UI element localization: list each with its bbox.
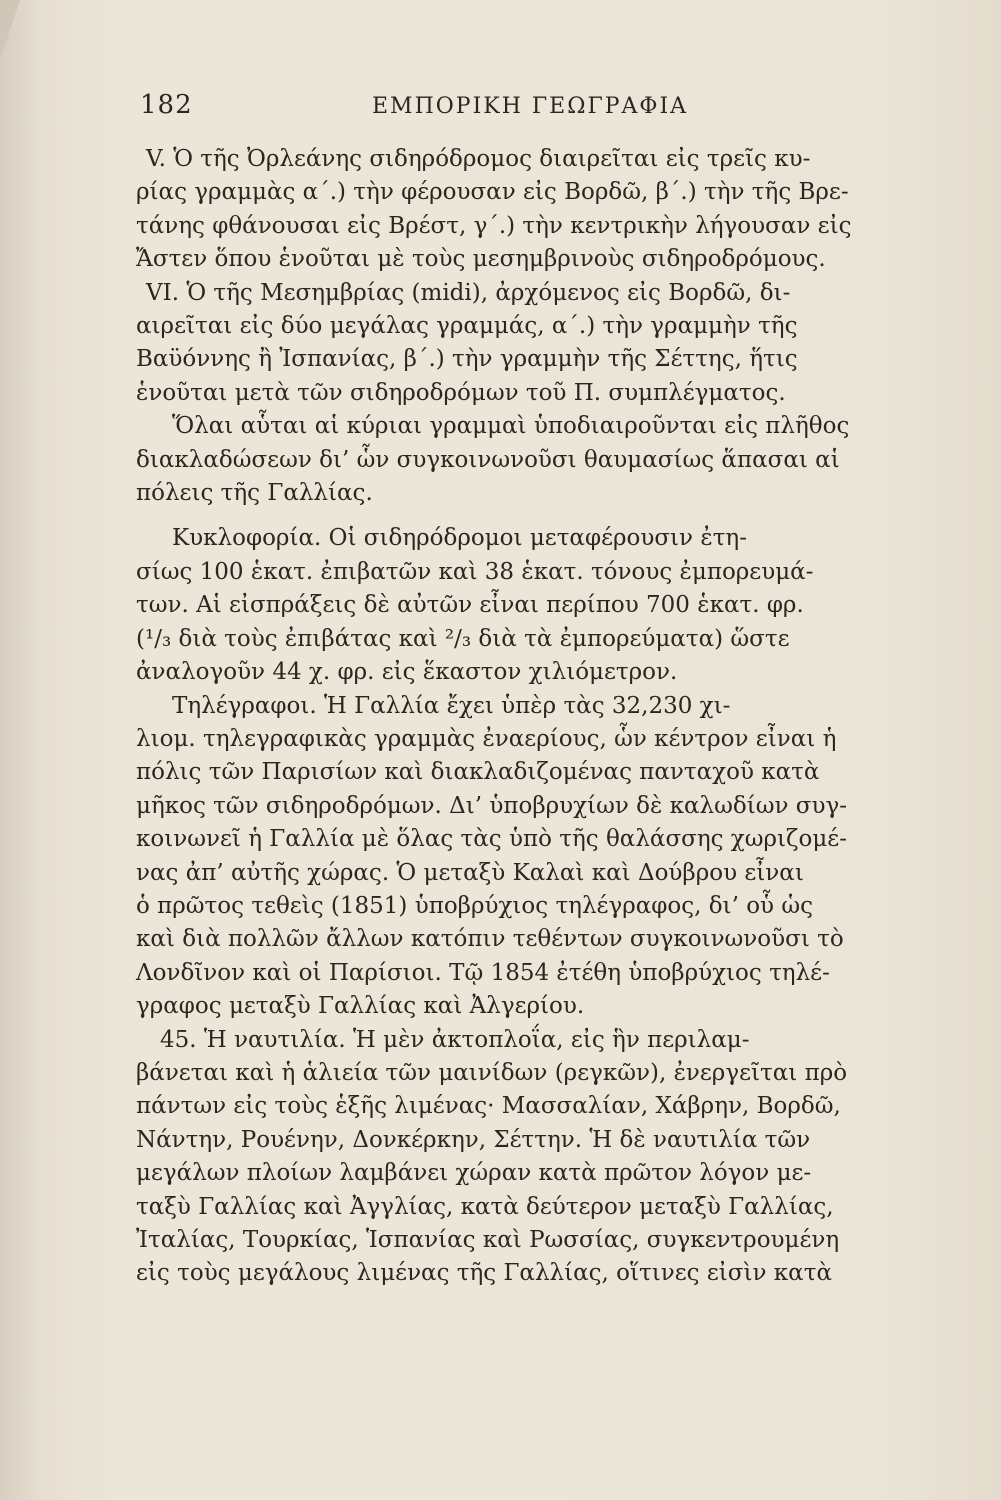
- text-line: των. Αἱ εἰσπράξεις δὲ αὐτῶν εἶναι περίπου 700 ἑκατ. φρ.: [136, 592, 804, 619]
- text-line: πόλεις τῆς Γαλλίας.: [136, 480, 373, 507]
- text-line: (¹/₃ διὰ τοὺς ἐπιβάτας καὶ ²/₃ διὰ τὰ ἐμπορεύματα) ὥστε: [136, 625, 790, 652]
- running-title: ΕΜΠΟΡΙΚΗ ΓΕΩΓΡΑΦΙΑ: [372, 94, 689, 119]
- text-line: ἑνοῦται μετὰ τῶν σιδηροδρόμων τοῦ Π. συμπλέγματος.: [136, 379, 786, 406]
- text-line: εἰς τοὺς μεγάλους λιμένας τῆς Γαλλίας, οἵτινες εἰσὶν κατὰ: [136, 1260, 832, 1287]
- text-line: μῆκος τῶν σιδηροδρόμων. Δι’ ὑποβρυχίων δὲ καλωδίων συγ-: [136, 792, 848, 819]
- text-line: ρίας γραμμὰς α΄.) τὴν φέρουσαν εἰς Βορδῶ, β΄.) τὴν τῆς Βρε-: [136, 179, 849, 206]
- text-line: τάνης φθάνουσαι εἰς Βρέστ, γ΄.) τὴν κεντρικὴν λήγουσαν εἰς: [136, 212, 852, 239]
- text-line: βάνεται καὶ ἡ ἁλιεία τῶν μαινίδων (ρεγκῶν), ἐνεργεῖται πρὸ: [136, 1059, 848, 1086]
- section-line-naftilia: 45. Ἡ ναυτιλία. Ἡ μὲν ἀκτοπλοΐα, εἰς ἣν περιλαμ-: [160, 1026, 750, 1053]
- page-number: 182: [140, 90, 193, 120]
- text-line: Λονδῖνον καὶ οἱ Παρίσιοι. Τῷ 1854 ἐτέθη ὑποβρύχιος τηλέ-: [136, 959, 830, 986]
- text-line: ὁ πρῶτος τεθεὶς (1851) ὑποβρύχιος τηλέγραφος, δι’ οὗ ὡς: [136, 892, 813, 919]
- text-line: Ἰταλίας, Τουρκίας, Ἱσπανίας καὶ Ρωσσίας, συγκεντρουμένη: [136, 1227, 840, 1253]
- text-line: γραφος μεταξὺ Γαλλίας καὶ Ἀλγερίου.: [136, 993, 585, 1020]
- text-line: πάντων εἰς τοὺς ἑξῆς λιμένας· Μασσαλίαν, Χάβρην, Βορδῶ,: [136, 1093, 841, 1120]
- text-line: Ὅλαι αὗται αἱ κύριαι γραμμαὶ ὑποδιαιροῦνται εἰς πλῆθος: [172, 413, 850, 440]
- page-corner-shadow: [0, 0, 20, 60]
- text-line: αιρεῖται εἰς δύο μεγάλας γραμμάς, α΄.) τὴν γραμμὴν τῆς: [136, 313, 798, 340]
- text-line: καὶ διὰ πολλῶν ἄλλων κατόπιν τεθέντων συγκοινωνοῦσι τὸ: [136, 926, 844, 953]
- text-line: μεγάλων πλοίων λαμβάνει χώραν κατὰ πρῶτον λόγον με-: [136, 1160, 812, 1187]
- text-line: κοινωνεῖ ἡ Γαλλία μὲ ὅλας τὰς ὑπὸ τῆς θαλάσσης χωριζομέ-: [136, 826, 847, 853]
- text-line: σίως 100 ἑκατ. ἐπιβατῶν καὶ 38 ἑκατ. τόνους ἐμπορευμά-: [136, 558, 814, 585]
- text-line: VI. Ὁ τῆς Μεσημβρίας (midi), ἀρχόμενος εἰς Βορδῶ, δι-: [146, 279, 791, 306]
- text-line: νας ἀπ’ αὐτῆς χώρας. Ὁ μεταξὺ Καλαὶ καὶ Δούβρου εἶναι: [136, 859, 804, 886]
- body-text: [136, 143, 906, 1291]
- text-line: πόλις τῶν Παρισίων καὶ διακλαδιζομένας πανταχοῦ κατὰ: [136, 759, 820, 786]
- text-line: Νάντην, Ρουένην, Δονκέρκην, Σέττην. Ἡ δὲ ναυτιλία τῶν: [136, 1126, 811, 1153]
- text-line: Ἄστεν ὅπου ἑνοῦται μὲ τοὺς μεσημβρινοὺς σιδηροδρόμους.: [136, 246, 826, 273]
- text-line: ταξὺ Γαλλίας καὶ Ἀγγλίας, κατὰ δεύτερον μεταξὺ Γαλλίας,: [136, 1193, 834, 1220]
- page-header: [140, 90, 900, 130]
- section-line-kykloforia: Κυκλοφορία. Οἱ σιδηρόδρομοι μεταφέρουσιν ἐτη-: [172, 525, 747, 552]
- paragraph-gap: [136, 510, 906, 522]
- text-line: V. Ὁ τῆς Ὀρλεάνης σιδηρόδρομος διαιρεῖται εἰς τρεῖς κυ-: [146, 146, 811, 172]
- text-line: διακλαδώσεων δι’ ὧν συγκοινωνοῦσι θαυμασίως ἅπασαι αἱ: [136, 446, 840, 473]
- text-line: ἀναλογοῦν 44 χ. φρ. εἰς ἕκαστον χιλιόμετρον.: [136, 659, 678, 686]
- text-line: Βαϋόννης ἢ Ἰσπανίας, β΄.) τὴν γραμμὴν τῆς Σέττης, ἥτις: [136, 346, 798, 373]
- text-line: λιομ. τηλεγραφικὰς γραμμὰς ἐναερίους, ὧν κέντρον εἶναι ἡ: [136, 725, 837, 752]
- section-line-tilegrafoi: Τηλέγραφοι. Ἡ Γαλλία ἔχει ὑπὲρ τὰς 32,230 χι-: [172, 692, 731, 719]
